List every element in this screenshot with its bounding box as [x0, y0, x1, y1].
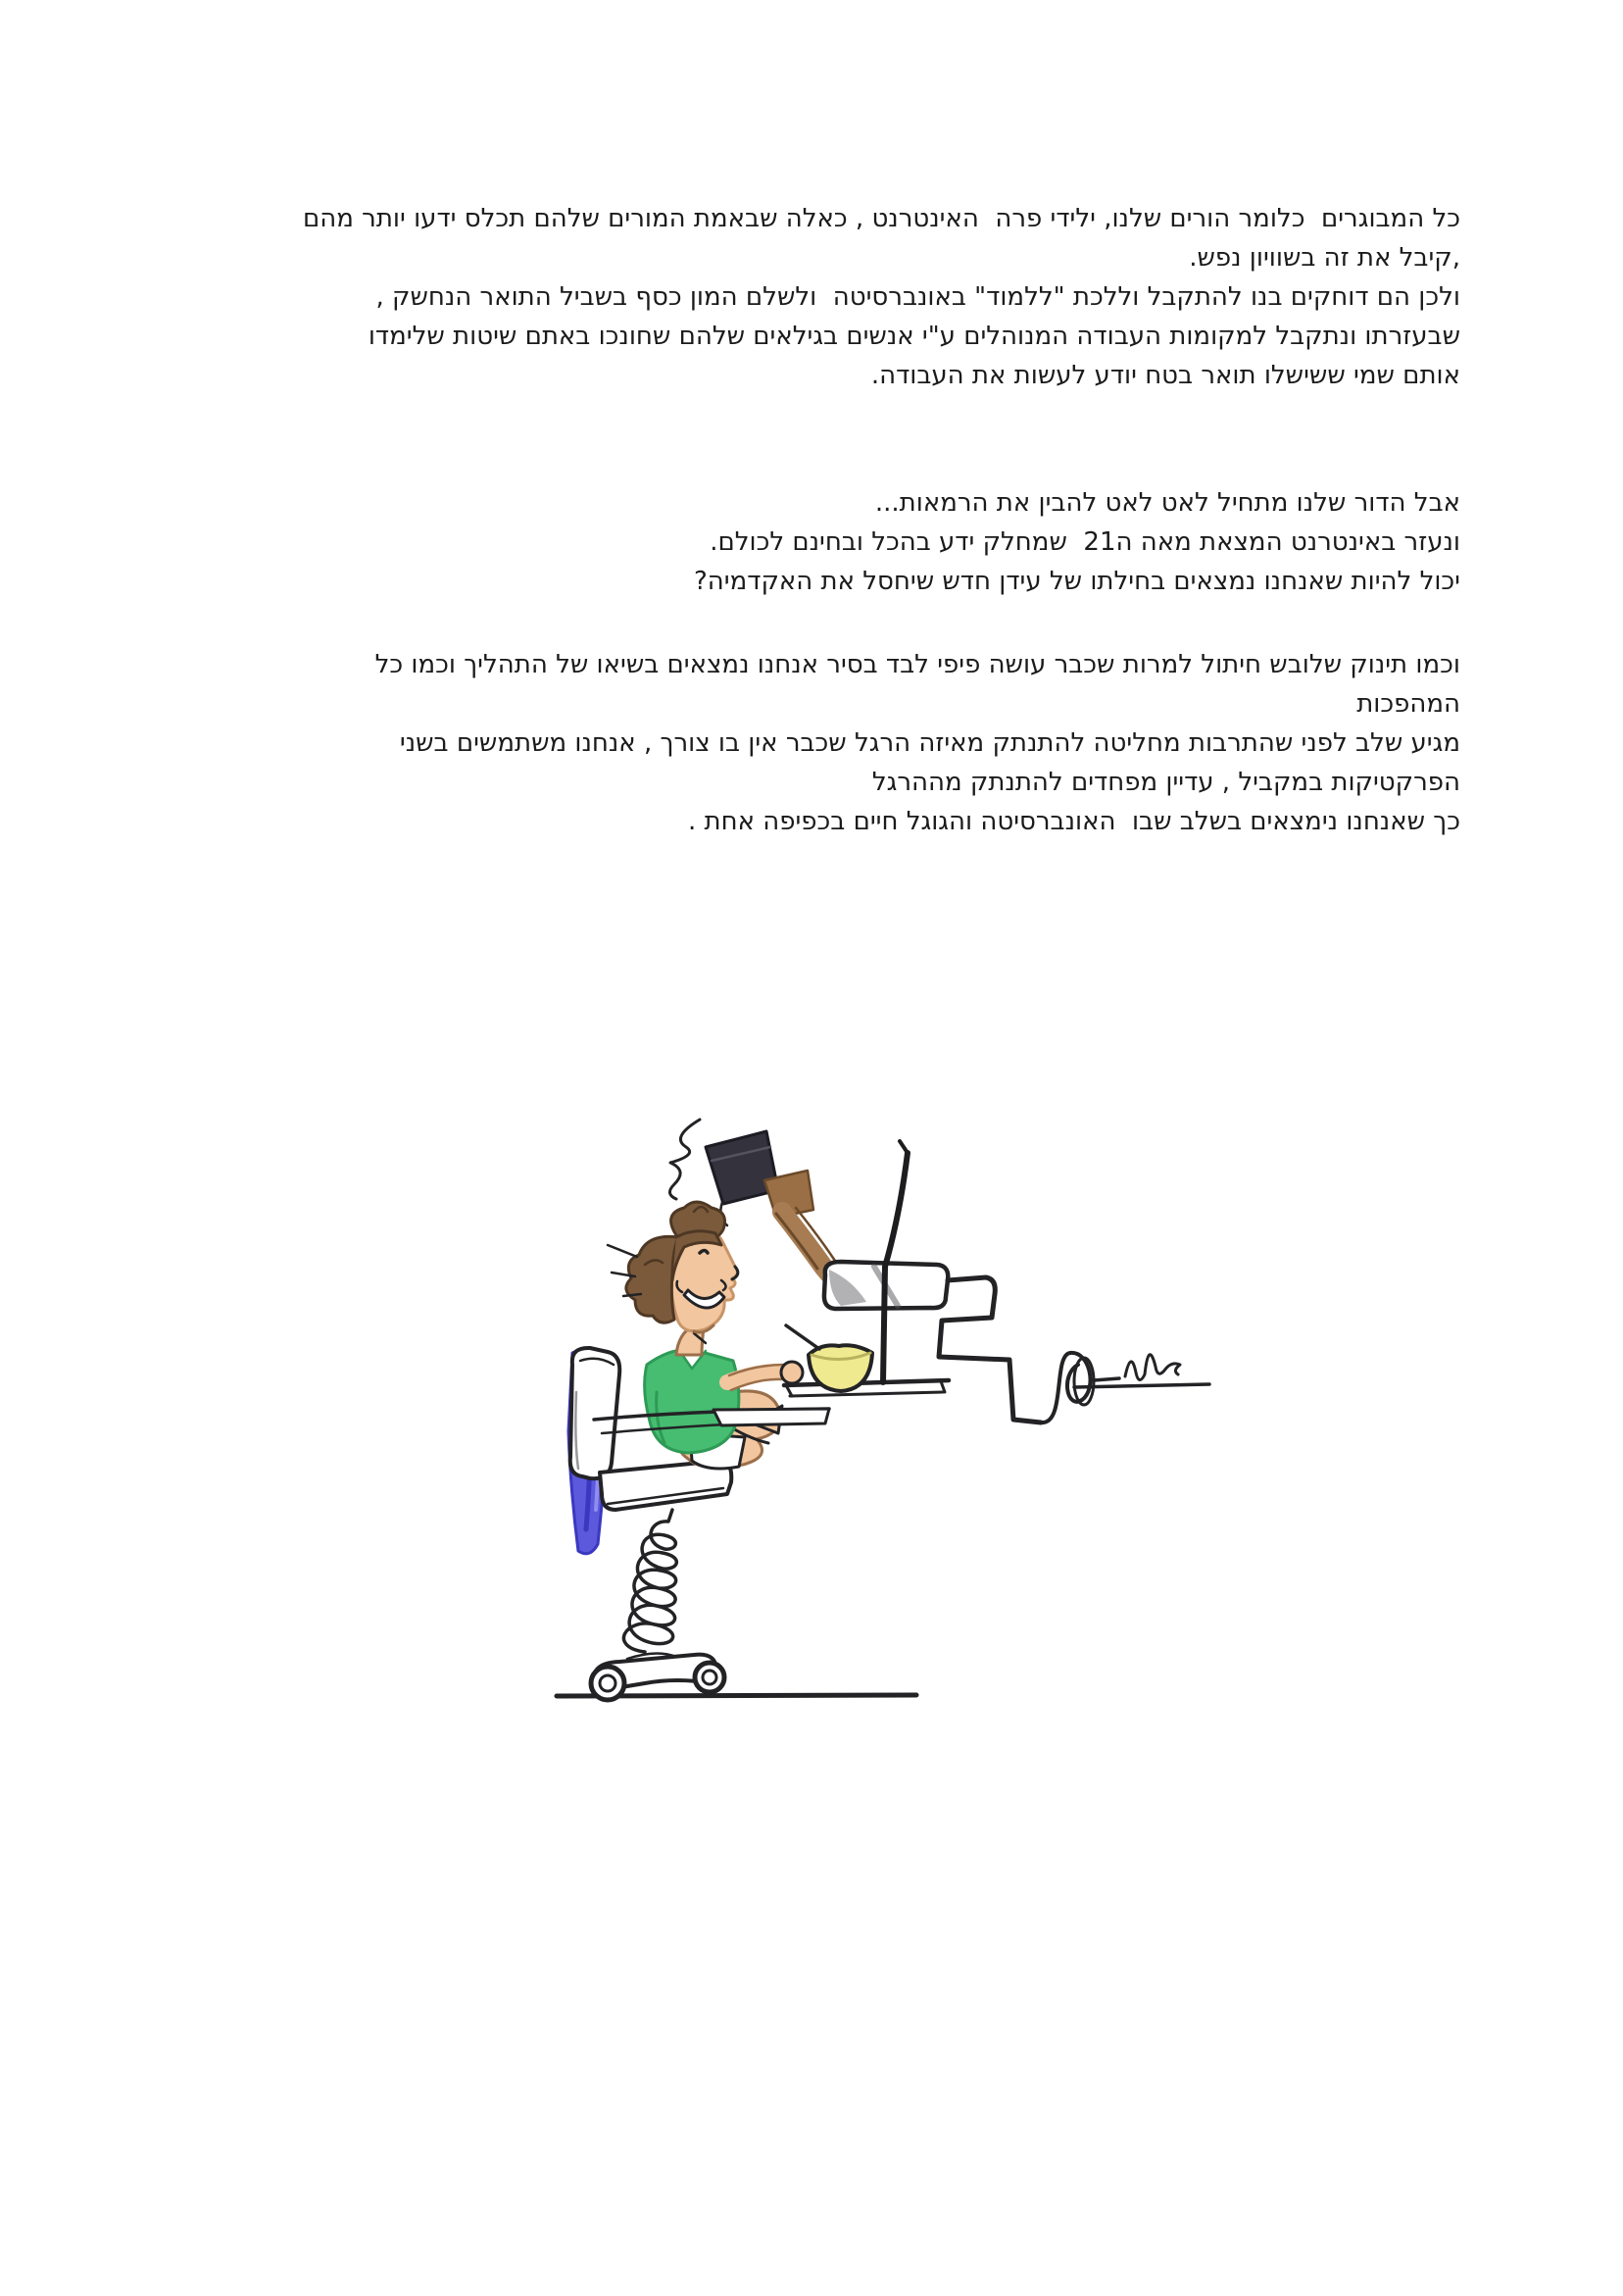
desk [784, 1380, 949, 1396]
spoon [786, 1325, 819, 1349]
text-line: אבל הדור שלנו מתחיל לאט לאט להבין את הרמאות... [874, 488, 1460, 518]
monitor-stand-tip [900, 1141, 908, 1153]
text-line: שבעזרתו ונתקבל למקומות העבודה המנוהלים ע"י אנשים בגילאים שלהם שחונכו באתם שיטות שלימדו [368, 322, 1460, 351]
office-chair-backrest [570, 1348, 620, 1478]
spring-base [623, 1510, 676, 1652]
cartoon-illustration [529, 1098, 1235, 1725]
green-tank-top [645, 1349, 739, 1453]
chair-wheel [695, 1663, 724, 1692]
text-line: ונעזר באינטרנט המצאת מאה ה21 שמחלק ידע בהכל ובחינם לכולם. [710, 527, 1460, 557]
chair-wheel [591, 1667, 624, 1700]
text-line: המהפכות [1356, 689, 1460, 719]
paragraph-2 [176, 483, 1460, 601]
text-line: הפרקטיקות במקביל , עדיין מפחדים להתנתק מההרגל [871, 768, 1460, 797]
child-figure [608, 1202, 803, 1469]
fist [781, 1362, 803, 1383]
paragraph-1 [176, 199, 1460, 395]
text-line: אותם שמי ששישלו תואר בטח יודע לעשות את העבודה. [870, 361, 1460, 390]
text-line: וכמו תינוק שלובש חיתול למרות שכבר עושה פיפי לבד בסיר אנחנו נמצאים בשיאו של התהליך וכמו כל [374, 650, 1460, 679]
text-line: כל המבוגרים כלומר הורים שלנו, ילידי פרה האינטרנט , כאלה שבאמת המורים שלהם תכלס ידעו יותר מהם [303, 204, 1460, 233]
text-line: ,קיבל את זה בשוויון נפש. [1189, 243, 1460, 273]
text-line: כך שאנחנו נימצאים בשלב שבו האונברסיטה והגוגל חיים בכפיפה אחת . [688, 807, 1460, 836]
motion-lines [669, 1120, 700, 1199]
text-line: מגיע שלב לפני שהתרבות מחליטה להתנתק מאיזה הרגל שכבר אין בו צורך , אנחנו משתמשים בשני [399, 728, 1460, 758]
power-cord [939, 1277, 1041, 1423]
text-line: יכול להיות שאנחנו נמצאים בחילתו של עידן חדש שיחסל את האקדמיה? [693, 567, 1460, 596]
document-text [176, 199, 1460, 841]
outlet-scribble [1125, 1355, 1180, 1380]
paragraph-3 [176, 645, 1460, 841]
chair-wheel-base [591, 1653, 724, 1700]
text-line: ולכן הם דוחקים בנו להתקבל וללכת "ללמוד" באונברסיטה ולשלם המון כסף בשביל התואר הנחשק , [375, 282, 1460, 312]
